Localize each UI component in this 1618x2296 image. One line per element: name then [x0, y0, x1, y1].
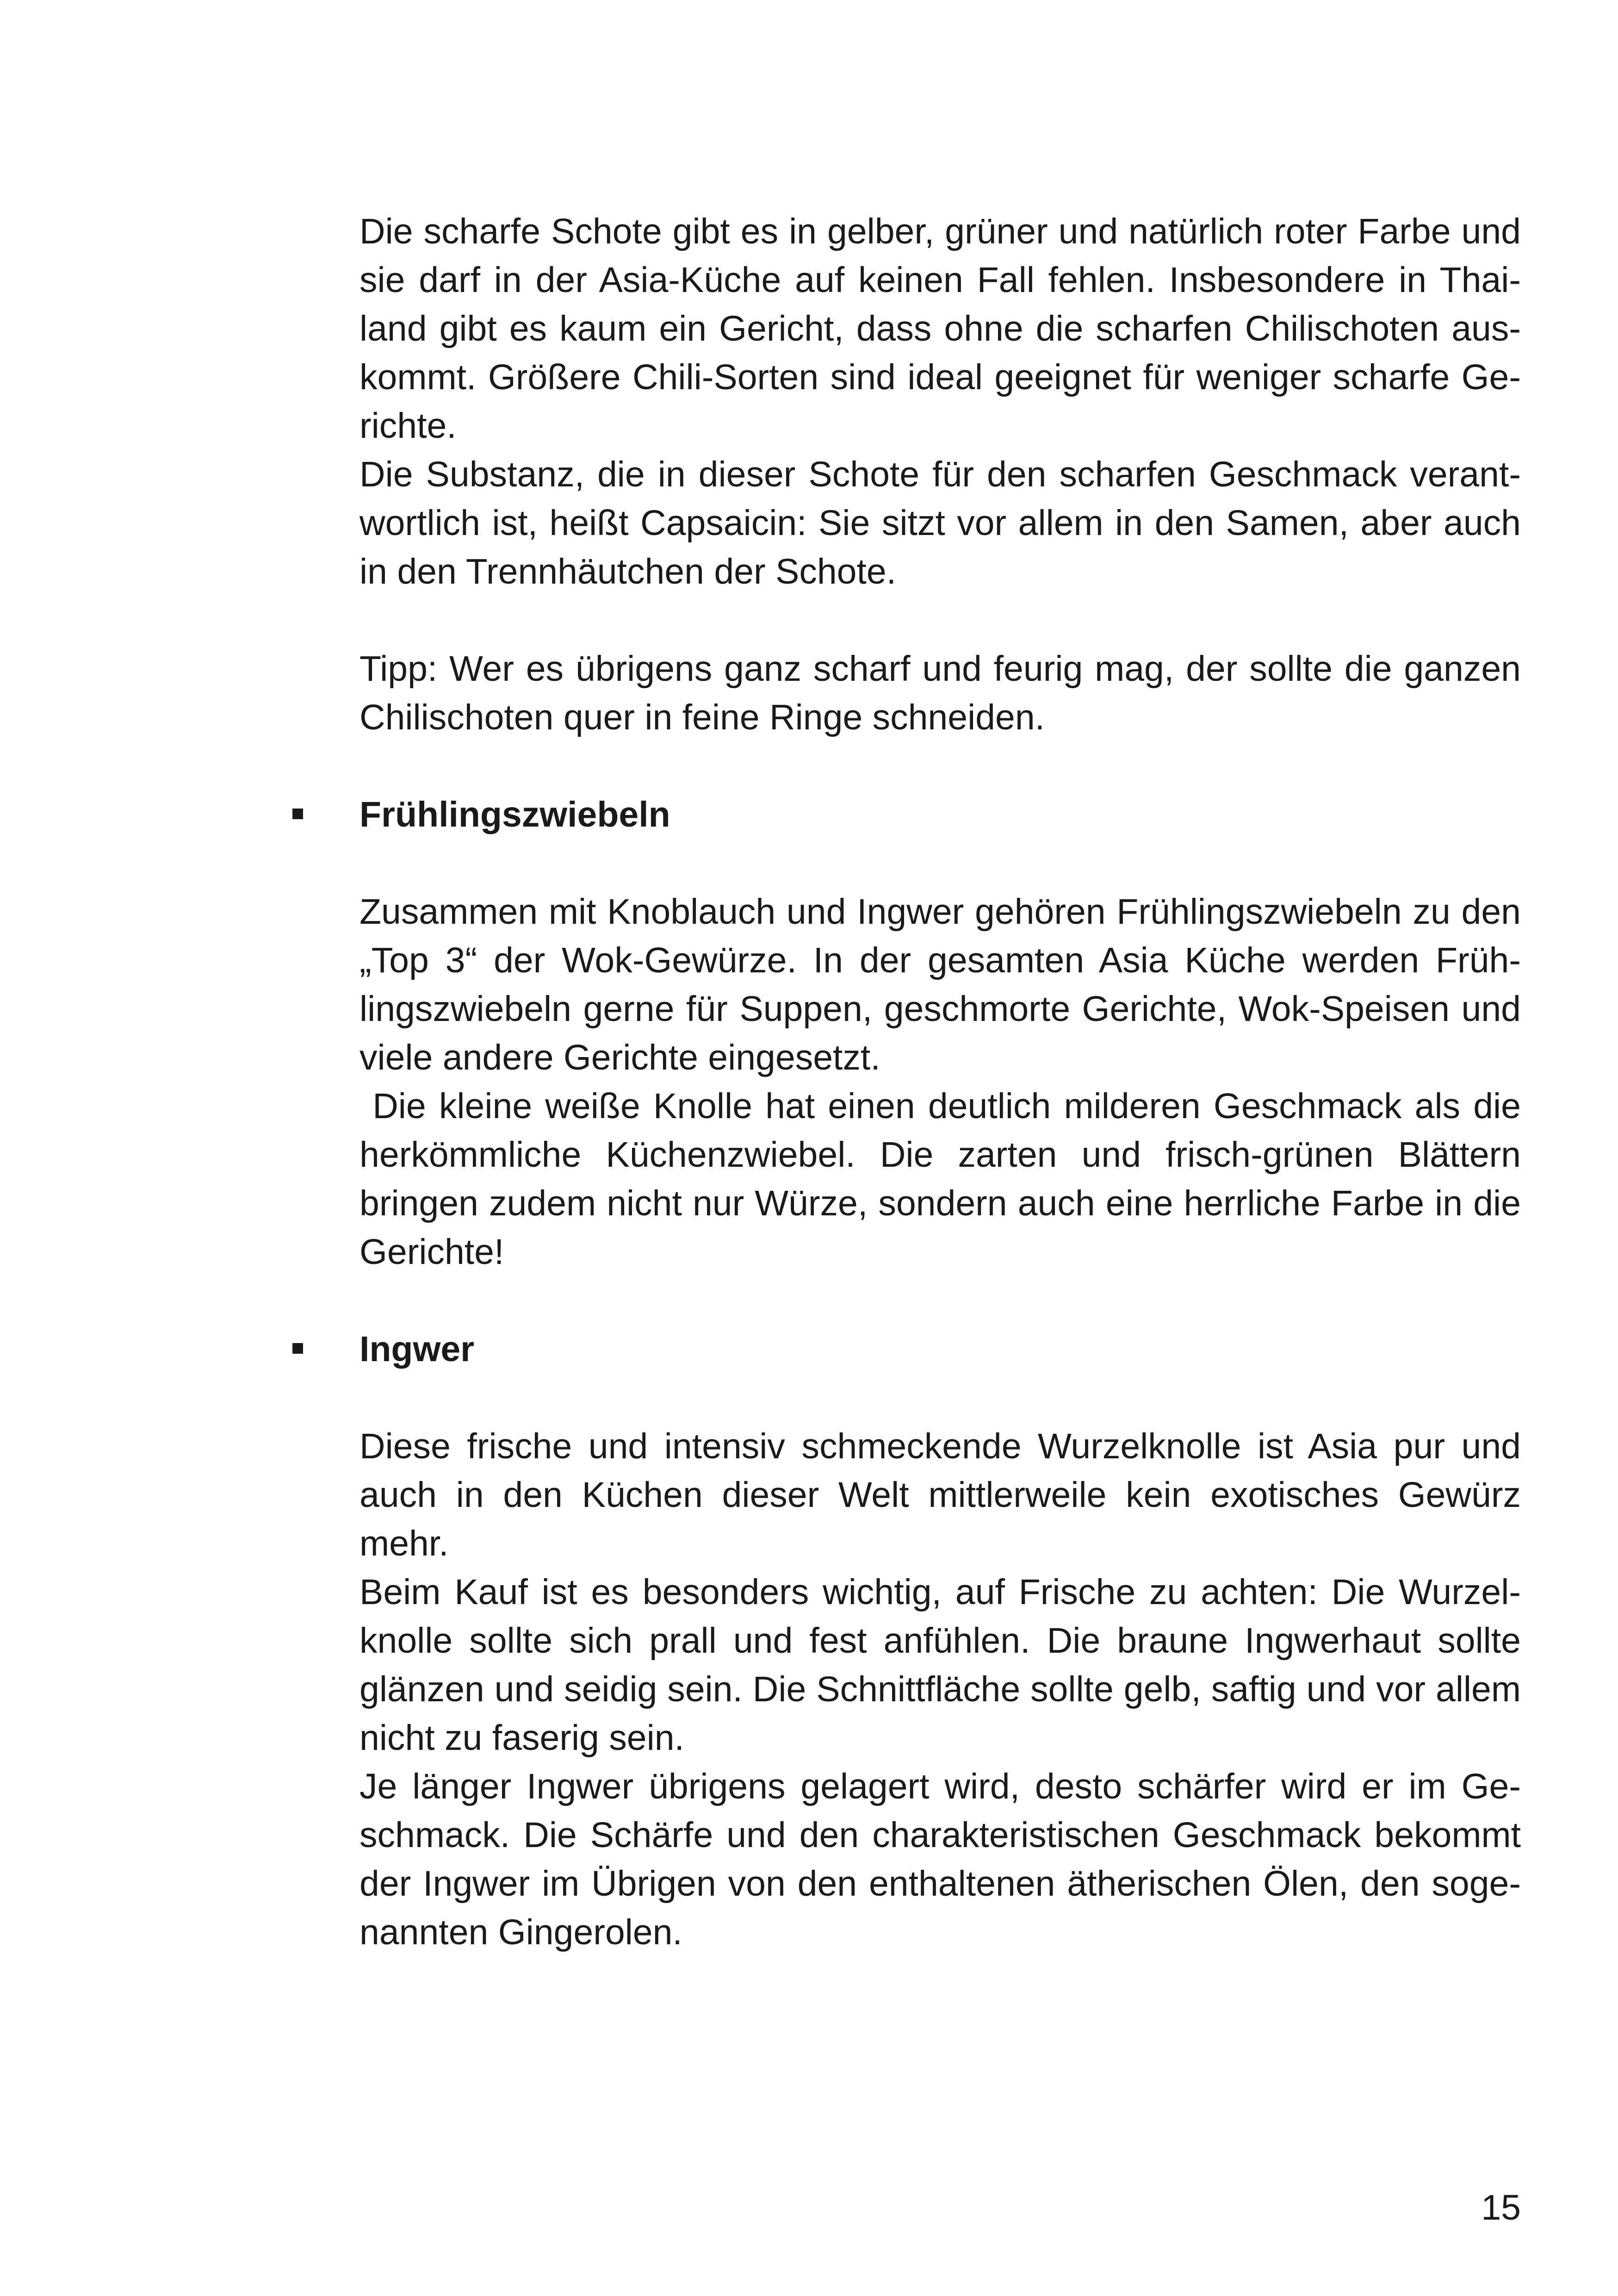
- section-paragraph-1: Zusammen mit Knoblauch und Ingwer gehören Frühlingszwiebeln zu den „Top 3“ der Wok-Gewürze. In der gesamten Asia Küche werden Frühlingszwiebeln gerne für Suppen, geschmorte Gerichte, Wok-Speisen und viele andere Gerichte eingesetzt.: [360, 892, 1521, 1077]
- section-heading-label: Frühlingszwiebeln: [360, 795, 670, 834]
- spacer: [360, 1374, 1521, 1422]
- section-ingwer: [360, 1325, 1521, 1957]
- section-paragraph-2: Die kleine weiße Knolle hat einen deutlich milderen Geschmack als die herkömmliche Küchenzwiebel. Die zarten und frisch-grünen Blättern bringen zudem nicht nur Würze, sondern auch eine herrliche Farbe in die Gerichte!: [360, 1086, 1531, 1272]
- chili-tip: Tipp: Wer es übrigens ganz scharf und feurig mag, der sollte die ganzen Chilischoten quer in feine Ringe schneiden.: [360, 649, 1521, 737]
- section-paragraph-1: Diese frische und intensiv schmeckende Wurzelknolle ist Asia pur und auch in den Küchen dieser Welt mittlerweile kein exotisches Gewürz mehr.: [360, 1426, 1521, 1563]
- spacer: [360, 596, 1521, 645]
- section-fruehlingszwiebeln: [360, 790, 1531, 1276]
- square-bullet-icon: [292, 1343, 303, 1354]
- section-heading: [360, 1325, 1521, 1374]
- spacer: [360, 742, 1521, 790]
- chili-paragraph-1: Die scharfe Schote gibt es in gelber, grüner und natürlich roter Farbe und sie darf in der Asia-Küche auf keinen Fall fehlen. Insbesondere in Thailand gibt es kaum ein Gericht, dass ohne die scharfen Chilischoten auskommt. Größere Chili-Sorten sind ideal geeignet für weniger scharfe Gerichte.: [360, 212, 1521, 446]
- spacer: [360, 839, 1521, 888]
- chili-paragraph-2: Die Substanz, die in dieser Schote für den scharfen Geschmack verantwortlich ist, heißt Capsaicin: Sie sitzt vor allem in den Samen, aber auch in den Trennhäutchen der Schote.: [360, 454, 1521, 591]
- spacer: [360, 1276, 1521, 1325]
- page-content: [360, 207, 1531, 1957]
- page-number: 15: [1481, 2188, 1521, 2228]
- section-paragraph-2: Beim Kauf ist es besonders wichtig, auf Frische zu achten: Die Wurzelknolle sollte sich prall und fest anfühlen. Die braune Ingwerhaut sollte glänzen und seidig sein. Die Schnittfläche sollte gelb, saftig und vor allem nicht zu faserig sein.: [360, 1572, 1521, 1758]
- section-heading: [360, 790, 1521, 839]
- section-heading-label: Ingwer: [360, 1329, 475, 1369]
- square-bullet-icon: [292, 809, 303, 819]
- section-paragraph-3: Je länger Ingwer übrigens gelagert wird, desto schärfer wird er im Geschmack. Die Schärfe und den charakteristischen Geschmack bekommt der Ingwer im Übrigen von den enthaltenen ätherischen Ölen, den sogenannten Gingerolen.: [360, 1767, 1521, 1952]
